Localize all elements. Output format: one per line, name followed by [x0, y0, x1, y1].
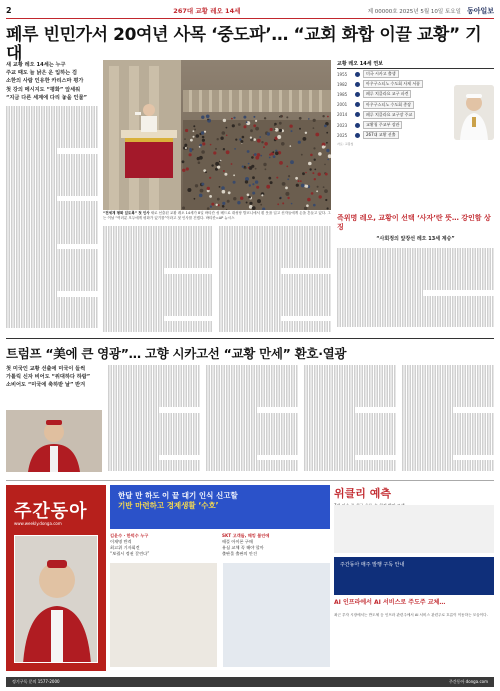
- magazine-cover-image: [15, 536, 98, 663]
- timeline-year: 2001: [337, 102, 348, 108]
- lead-line: 소비어도 “미국에 축하받 날” 반겨: [6, 382, 86, 388]
- timeline-box: [337, 60, 494, 208]
- timeline-dot: [355, 92, 360, 97]
- lead-line: “지금 다른 세계에 다리 놓을 인물”: [6, 94, 87, 101]
- pope-portrait: [454, 85, 494, 140]
- magazine-cover: [14, 535, 98, 663]
- contents-photo-2: [223, 563, 330, 667]
- pope-portrait-image: [454, 85, 494, 140]
- list-item: 애플 아이폰 구매: [222, 539, 253, 544]
- right-subhead: 즉위명 레오, 교황이 선택 ‘사자’란 뜻… 강인함 상징: [337, 214, 491, 231]
- list-item: 이재명 반격: [110, 539, 132, 544]
- banner-line2: 기반 마련하고 경제생활 ‘수호’: [118, 501, 219, 510]
- list-item: 출판물 출판의 안건: [222, 551, 258, 556]
- text-line: [6, 323, 98, 328]
- timeline-event: 아우구스티노 수도회 사제 서품: [363, 80, 423, 88]
- body-text: [219, 226, 331, 332]
- article-body-col1: [6, 106, 98, 332]
- issue-meta: 제 00000호 2025년 5월 10일 토요일: [367, 8, 461, 15]
- article-body-col7: [304, 365, 396, 473]
- main-photo: [103, 60, 331, 210]
- caption-text: 새로 선출된 교황 레오 14세가 8일 바티칸 성 베드로 대성당 발코니에서 흰 옷을 입고 신자들에게 손을 흔들고 있다. 그는 이날 “여러분 모두에게 평화가 있기를”이라고 첫 인사를 건넸다. 바티칸=AP 뉴시스: [103, 211, 331, 220]
- crowd-photo-image: [103, 60, 331, 210]
- lead-line: 가톨릭 신자 비어도 “위대하다 하람”: [6, 374, 91, 380]
- section-title: 267대 교황 레오 14세: [173, 7, 241, 15]
- contents-photo-1: [110, 563, 217, 667]
- timeline-event: 아우구스티노 수도회 총장: [363, 101, 414, 109]
- article-body-col6: [206, 365, 298, 473]
- lead-line: 첫 미국인 교황 선출에 미국이 들썩: [6, 366, 86, 372]
- forecast-title: 위클리 예측: [334, 487, 391, 500]
- timeline-dot: [355, 123, 360, 128]
- advertisement-area: [6, 480, 494, 670]
- body-text: [108, 365, 200, 471]
- weekly-forecast: [334, 485, 494, 671]
- footer-right: 주간동아 donga.com: [448, 679, 488, 684]
- body-text: [402, 365, 494, 471]
- timeline-event: 미국 시카고 출생: [363, 70, 399, 78]
- second-lead: [6, 365, 102, 389]
- footer-left: 정기구독 문의 1577-2000: [12, 679, 60, 684]
- list-item: “보궐시 정권 갈린다”: [110, 551, 150, 556]
- body-text: [337, 248, 494, 327]
- timeline-source: 자료: 교황청: [337, 142, 354, 147]
- page-header: [6, 3, 494, 19]
- timeline-row: [337, 69, 494, 79]
- text-line: [206, 466, 298, 471]
- page-footer: [6, 677, 494, 687]
- body-text: [304, 365, 396, 471]
- list-item: 최고위 기자회견: [110, 545, 140, 550]
- timeline-year: 2023: [337, 122, 348, 128]
- timeline-event: 페루 치클라요 교구 파견: [363, 90, 411, 98]
- lead-line: 소한의 사람 인유한 카리스마 평가: [6, 78, 84, 85]
- lead-line: 첫 강의 메시지도 “평화” 앞세워: [6, 86, 81, 93]
- article-body-col3: [219, 226, 331, 332]
- main-headline: 페루 빈민가서 20여년 사목 ‘중도파’… “교회 화합 이끌 교황” 기대: [6, 25, 482, 64]
- timeline-dot: [355, 82, 360, 87]
- timeline-year: 1955: [337, 71, 348, 77]
- article-body-col8: [402, 365, 494, 473]
- newspaper-logo: 동아일보: [466, 5, 494, 15]
- magazine-promo[interactable]: [6, 485, 106, 671]
- timeline-year: 2014: [337, 112, 348, 118]
- text-line: [304, 466, 396, 471]
- body-text: [103, 226, 213, 332]
- timeline-event: 페루 치클라요 교구장 주교: [363, 111, 415, 119]
- text-line: [103, 327, 213, 332]
- text-line: [219, 327, 331, 332]
- timeline-dot: [355, 72, 360, 77]
- right-quote: “사회정의 앞장선 레오 13세 계승”: [376, 236, 455, 242]
- list-item: SKT 고객들, 해킹 불안에: [222, 533, 270, 538]
- contents-list-right: [222, 533, 330, 557]
- timeline-title: 교황 레오 14세 연보: [337, 60, 494, 69]
- list-item: 유심 교체 꼭 해야 할까: [222, 545, 264, 550]
- timeline-dot: [355, 133, 360, 138]
- second-photo: [6, 410, 102, 472]
- ai-headline: AI 인프라에서 AI 서비스로 주도주 교체…: [334, 599, 446, 606]
- body-text: [206, 365, 298, 471]
- magazine-masthead: 주간동아: [14, 501, 88, 522]
- contents-banner[interactable]: [110, 485, 330, 529]
- subscribe-box[interactable]: 주간동아 매주 발행 구독 안내: [334, 557, 494, 595]
- text-line: [402, 466, 494, 471]
- cardinal-photo-image: [6, 410, 102, 472]
- lead-box: [6, 61, 98, 102]
- timeline-dot: [355, 112, 360, 117]
- magazine-contents: [110, 485, 330, 671]
- article-body-col5: [108, 365, 200, 473]
- article-body-col2: [103, 226, 213, 332]
- lead-line: 새 교황 레오 14세는 누구: [6, 62, 66, 68]
- text-line: [337, 322, 494, 327]
- timeline-dot: [355, 102, 360, 107]
- timeline-year: 2025: [337, 132, 348, 138]
- article-body-col4: [337, 248, 494, 332]
- ai-summary: 최근 투자 시장에서는 반도체 등 인프라 관련주에서 AI 서비스 관련주로 흐름이 이동하는 모습이다.: [334, 613, 488, 617]
- page-number: 2: [6, 6, 12, 15]
- banner-line1: 한달 만 하도 이 끝 대기 인식 신고할: [118, 491, 238, 500]
- photo-caption: [103, 211, 331, 221]
- forecast-image: [334, 505, 494, 553]
- contents-list-left: [110, 533, 215, 557]
- timeline-event: 교황청 주교부 장관: [363, 121, 402, 129]
- magazine-url: www.weekly.donga.com: [14, 521, 62, 526]
- list-item: 김윤수 · 한덕수 누구: [110, 533, 149, 538]
- timeline-event: 267대 교황 선출: [363, 131, 399, 139]
- lead-line: 주교 때도 늘 낡은 운 입하는 검: [6, 70, 77, 77]
- caption-title: “전세계 평화 있도록” 첫 인사: [103, 211, 150, 215]
- second-headline: 트럼프 “美에 큰 영광”… 고향 시카고선 “교황 만세” 환호·열광: [6, 338, 494, 362]
- timeline-year: 1982: [337, 81, 348, 87]
- text-line: [108, 466, 200, 471]
- timeline-year: 1985: [337, 91, 348, 97]
- body-text: [6, 106, 98, 328]
